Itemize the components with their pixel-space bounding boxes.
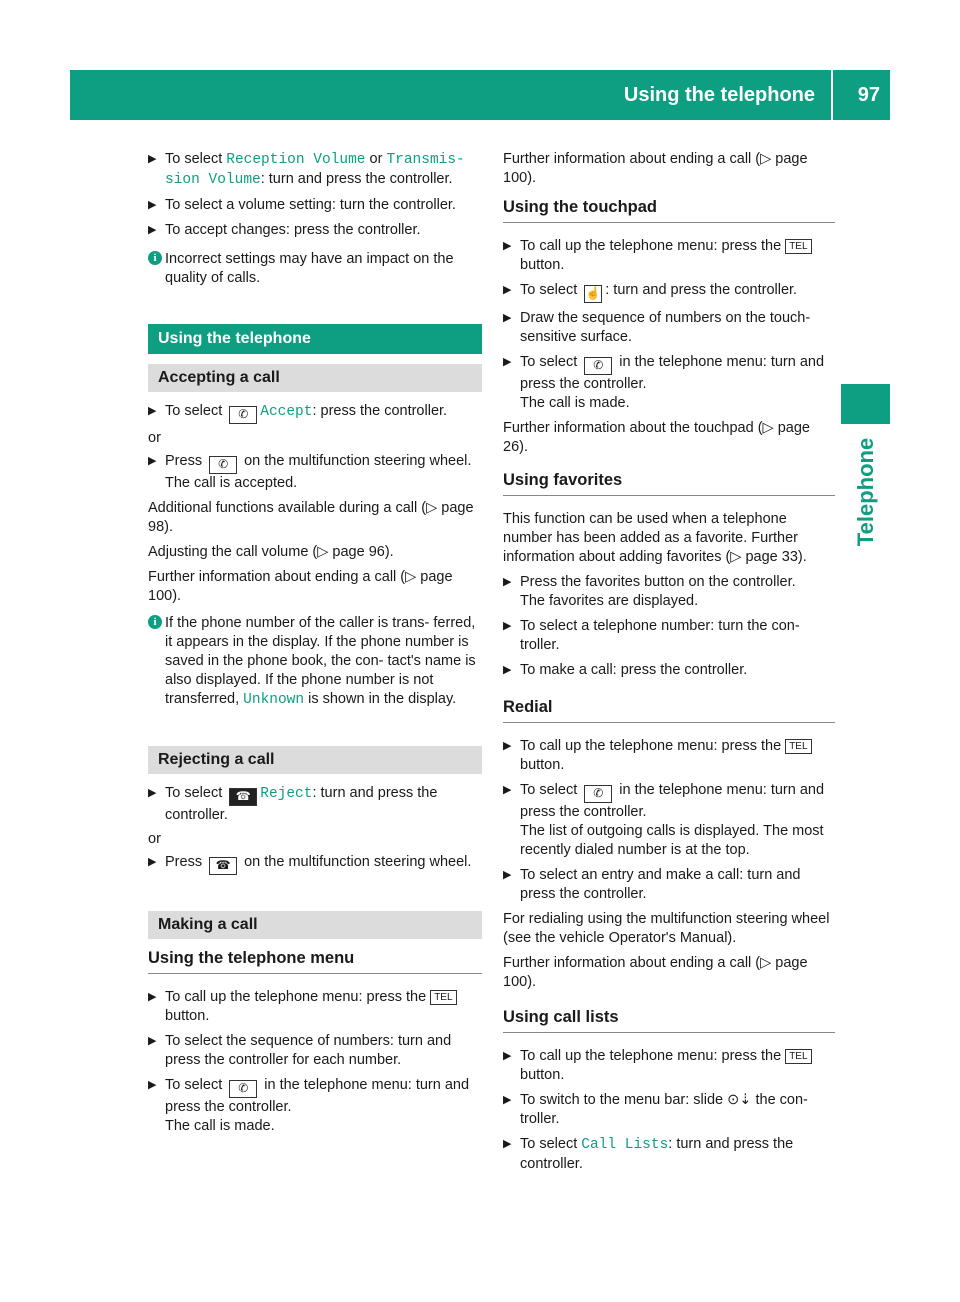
arrow-icon: ▶ xyxy=(503,356,512,368)
arrow-icon: ▶ xyxy=(148,1079,157,1091)
step-select-sequence: ▶ To select the sequence of numbers: turn and press the controller for each number. xyxy=(148,1033,452,1068)
arrow-icon: ▶ xyxy=(503,784,512,796)
step-volume-setting: ▶ To select a volume setting: turn the controller. xyxy=(148,197,456,213)
step-select-accept: ▶ To select ✆ Accept: press the controller. xyxy=(148,402,482,424)
arrow-icon: ▶ xyxy=(503,1050,512,1062)
arrow-icon: ▶ xyxy=(148,153,157,165)
step-lists-switch-menu-bar: ▶ To switch to the menu bar: slide ⊙⇣ the con‐ troller. xyxy=(503,1092,808,1127)
paragraph-favorites: This function can be used when a telephone number has been added as a favorite. Further information about adding favorites (▷ page 33). xyxy=(503,511,807,565)
step-press-favorites: ▶ Press the favorites button on the controller. The favorites are displayed. xyxy=(503,574,796,609)
paragraph-redial-ending: Further information about ending a call (▷ page 100). xyxy=(503,955,808,990)
step-press-accept: ▶ Press ✆ on the multifunction steering wheel. The call is accepted. xyxy=(148,453,472,491)
subheading-favorites: Using favorites xyxy=(503,471,835,496)
right-column xyxy=(503,150,835,1180)
page-header xyxy=(70,70,890,120)
tel-key-icon: TEL xyxy=(430,990,456,1005)
step-touch-call-up-menu: ▶ To call up the telephone menu: press the TEL button. xyxy=(503,237,835,275)
left-column xyxy=(148,150,482,1142)
band-accepting-call: Accepting a call xyxy=(148,364,482,392)
header-title: Using the telephone xyxy=(623,84,815,106)
subheading-touchpad: Using the touchpad xyxy=(503,198,835,223)
phone-dial-icon: ✆ xyxy=(584,357,612,375)
phone-dial-icon: ✆ xyxy=(584,785,612,803)
step-select-number: ▶ To select a telephone number: turn the con‐ troller. xyxy=(503,618,800,653)
tel-key-icon: TEL xyxy=(785,1049,811,1064)
arrow-icon: ▶ xyxy=(148,405,157,417)
band-making-call: Making a call xyxy=(148,911,482,939)
menu-item-reception-volume: Reception Volume xyxy=(226,152,366,168)
tel-key-icon: TEL xyxy=(785,739,811,754)
step-select-volume-type: ▶ To select Reception Volume or Transmis‐ sion Volume: turn and press the controller. xyxy=(148,151,465,188)
arrow-icon: ▶ xyxy=(503,620,512,632)
side-tab-text: Telephone xyxy=(853,437,878,547)
subheading-telephone-menu: Using the telephone menu xyxy=(148,949,482,974)
phone-accept-icon: ✆ xyxy=(229,406,257,424)
touch-input-icon: ☝ xyxy=(584,285,602,303)
arrow-icon: ▶ xyxy=(148,199,157,211)
band-rejecting-call: Rejecting a call xyxy=(148,746,482,774)
info-icon: i xyxy=(148,615,162,629)
controller-slide-icon: ⊙⇣ xyxy=(727,1092,752,1108)
section-title-using-telephone: Using the telephone xyxy=(148,324,482,354)
display-text-unknown: Unknown xyxy=(243,692,305,708)
menu-item-accept: Accept xyxy=(260,404,313,420)
step-accept-changes: ▶ To accept changes: press the controller. xyxy=(148,222,421,238)
step-redial-call-up-menu: ▶ To call up the telephone menu: press the TEL button. xyxy=(503,737,835,775)
arrow-icon: ▶ xyxy=(503,1094,512,1106)
arrow-icon: ▶ xyxy=(503,312,512,324)
arrow-icon: ▶ xyxy=(503,869,512,881)
arrow-icon: ▶ xyxy=(148,224,157,236)
menu-item-reject: Reject xyxy=(260,786,313,802)
arrow-icon: ▶ xyxy=(148,991,157,1003)
arrow-icon: ▶ xyxy=(503,740,512,752)
step-select-dial: ▶ To select ✆ in the telephone menu: turn and press the controller. The call is made. xyxy=(148,1077,470,1134)
arrow-icon: ▶ xyxy=(148,455,157,467)
paragraph-ending-call-right: Further information about ending a call (▷ page 100). xyxy=(503,151,808,186)
paragraph-ending-call: Further information about ending a call (▷ page 100). xyxy=(148,569,453,604)
step-press-reject: ▶ Press ☎ on the multifunction steering wheel. xyxy=(148,853,482,875)
paragraph-redial-steering: For redialing using the multifunction steering wheel (see the vehicle Operator's Manual). xyxy=(503,911,830,946)
phone-reject-icon: ☎ xyxy=(229,788,257,806)
step-touch-select-dial: ▶ To select ✆ in the telephone menu: turn and press the controller. The call is made. xyxy=(503,354,825,411)
arrow-icon: ▶ xyxy=(503,576,512,588)
info-icon: i xyxy=(148,251,162,265)
info-note-settings: i Incorrect settings may have an impact on the quality of calls. xyxy=(148,250,482,288)
arrow-icon: ▶ xyxy=(148,1035,157,1047)
step-lists-select-call-lists: ▶ To select Call Lists: turn and press the controller. xyxy=(503,1136,794,1172)
subheading-redial: Redial xyxy=(503,698,835,723)
arrow-icon: ▶ xyxy=(503,1138,512,1150)
arrow-icon: ▶ xyxy=(148,787,157,799)
or-text: or xyxy=(148,430,161,446)
tel-key-icon: TEL xyxy=(785,239,811,254)
step-lists-call-up-menu: ▶ To call up the telephone menu: press the TEL button. xyxy=(503,1047,835,1085)
step-redial-select-entry: ▶ To select an entry and make a call: turn and press the controller. xyxy=(503,867,801,902)
step-make-call: ▶ To make a call: press the controller. xyxy=(503,662,748,678)
subheading-call-lists: Using call lists xyxy=(503,1008,835,1033)
step-call-up-menu: ▶ To call up the telephone menu: press the TEL button. xyxy=(148,988,482,1026)
step-touch-select-handwriting: ▶ To select ☝ : turn and press the controller. xyxy=(503,281,835,303)
step-touch-draw-numbers: ▶ Draw the sequence of numbers on the touch‐ sensitive surface. xyxy=(503,310,811,345)
paragraph-call-volume: Adjusting the call volume (▷ page 96). xyxy=(148,544,394,560)
info-note-caller-number: i If the phone number of the caller is trans‐ ferred, it appears in the display. If the phone number is saved in the phone book, the con‐ tact's name is also displayed. If the phone number is not transferred, Unknown is shown in the display. xyxy=(148,614,482,710)
arrow-icon: ▶ xyxy=(503,664,512,676)
side-tab-label xyxy=(842,432,890,552)
arrow-icon: ▶ xyxy=(503,240,512,252)
paragraph-touchpad-info: Further information about the touchpad (▷ page 26). xyxy=(503,420,810,455)
arrow-icon: ▶ xyxy=(503,284,512,296)
page-number: 97 xyxy=(857,84,880,106)
hang-up-button-icon: ☎ xyxy=(209,857,237,875)
step-select-reject: ▶ To select ☎ Reject: turn and press the controller. xyxy=(148,785,438,823)
or-text: or xyxy=(148,831,161,847)
menu-item-call-lists: Call Lists xyxy=(581,1137,669,1153)
side-tab-marker xyxy=(841,384,890,424)
phone-button-icon: ✆ xyxy=(209,456,237,474)
menu-item-transmission-volume: Transmis‐ xyxy=(386,152,465,168)
phone-dial-icon: ✆ xyxy=(229,1080,257,1098)
arrow-icon: ▶ xyxy=(148,856,157,868)
paragraph-additional-functions: Additional functions available during a call (▷ page 98). xyxy=(148,500,474,535)
header-divider xyxy=(831,70,833,120)
step-redial-select: ▶ To select ✆ in the telephone menu: turn and press the controller. The list of outgoing calls is displayed. The most recently dialed number is at the top. xyxy=(503,782,825,858)
